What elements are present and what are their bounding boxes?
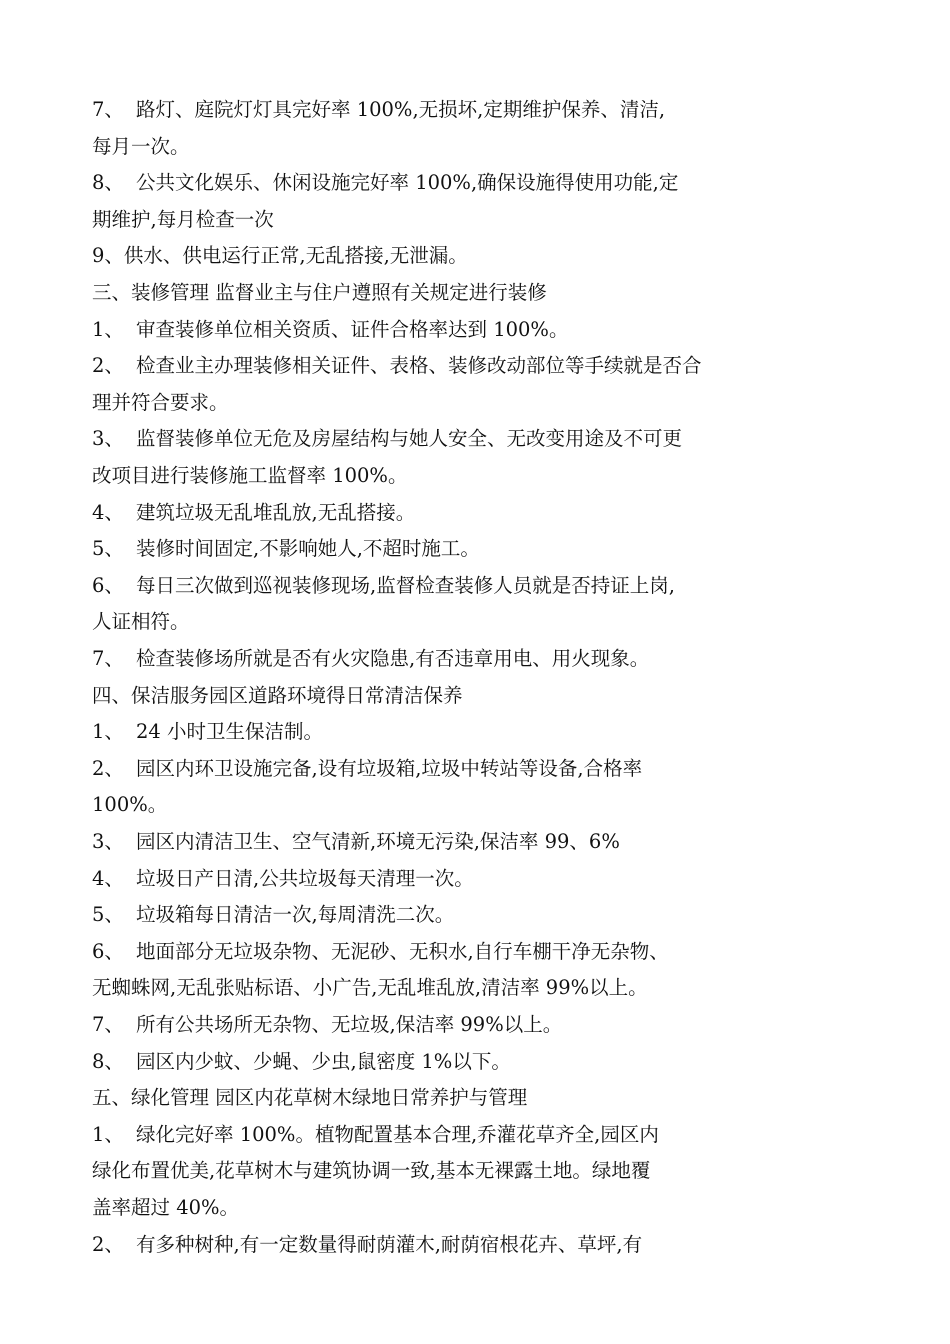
- line-text: 地面部分无垃圾杂物、无泥砂、无积水,自行车棚干净无杂物、: [136, 939, 669, 963]
- text-line: [92, 866, 474, 892]
- line-text: 检查装修场所就是否有火灾隐患,有否违章用电、用火现象。: [136, 647, 650, 670]
- line-text: 公共文化娱乐、休闲设施完好率 100%,确保设施得使用功能,定: [136, 171, 679, 195]
- item-number: 1、: [92, 317, 124, 341]
- item-number: 3、: [92, 830, 124, 853]
- text-line: [92, 353, 702, 379]
- item-number: 7、: [92, 647, 124, 670]
- text-line: [92, 609, 190, 635]
- item-number: 8、: [92, 1049, 124, 1073]
- text-line: [92, 1012, 562, 1038]
- line-text: 所有公共场所无杂物、无垃圾,保洁率 99%以上。: [136, 1013, 563, 1036]
- item-number: 5、: [92, 903, 124, 927]
- text-line: [92, 207, 274, 233]
- line-text: 有多种树种,有一定数量得耐荫灌木,耐荫宿根花卉、草坪,有: [136, 1232, 643, 1256]
- text-line: [92, 500, 415, 526]
- item-number: 4、: [92, 500, 124, 524]
- line-text: 审查装修单位相关资质、证件合格率达到 100%。: [136, 317, 569, 341]
- line-text: 绿化布置优美,花草树木与建筑协调一致,基本无裸露土地。绿地覆: [92, 1159, 651, 1183]
- text-line: [92, 719, 323, 745]
- item-number: 1、: [92, 720, 124, 744]
- line-text: 装修时间固定,不影响她人,不超时施工。: [136, 537, 480, 561]
- item-number: 5、: [92, 537, 124, 561]
- item-number: 8、: [92, 171, 124, 195]
- item-number: 2、: [92, 756, 124, 780]
- line-text: 路灯、庭院灯灯具完好率 100%,无损坏,定期维护保养、清洁,: [136, 98, 666, 121]
- line-text: 改项目进行装修施工监督率 100%。: [92, 464, 408, 487]
- text-line: [92, 1195, 239, 1221]
- line-text: 期维护,每月检查一次: [92, 207, 274, 231]
- line-text: 9、供水、供电运行正常,无乱搭接,无泄漏。: [92, 244, 468, 268]
- line-text: 24 小时卫生保洁制。: [136, 720, 324, 744]
- text-line: [92, 463, 407, 489]
- text-line: [92, 683, 463, 709]
- text-line: [92, 646, 649, 672]
- text-line: [92, 170, 678, 196]
- text-line: [92, 829, 620, 855]
- line-text: 五、绿化管理 园区内花草树木绿地日常养护与管理: [92, 1086, 528, 1110]
- text-line: [92, 97, 665, 123]
- item-number: 3、: [92, 427, 124, 451]
- line-text: 理并符合要求。: [92, 390, 229, 414]
- item-number: 6、: [92, 573, 124, 597]
- line-text: 无蜘蛛网,无乱张贴标语、小广告,无乱堆乱放,清洁率 99%以上。: [92, 976, 648, 1000]
- text-line: [92, 1085, 527, 1111]
- line-text: 每月一次。: [92, 134, 190, 158]
- line-text: 三、装修管理 监督业主与住户遵照有关规定进行装修: [92, 281, 547, 304]
- line-text: 绿化完好率 100%。植物配置基本合理,乔灌花草齐全,园区内: [136, 1122, 659, 1146]
- line-text: 盖率超过 40%。: [92, 1196, 240, 1219]
- text-line: [92, 902, 454, 928]
- text-line: [92, 756, 642, 782]
- item-number: 4、: [92, 866, 124, 890]
- text-line: [92, 573, 675, 599]
- item-number: 6、: [92, 939, 124, 963]
- line-text: 四、保洁服务园区道路环境得日常清洁保养: [92, 683, 463, 707]
- text-line: [92, 243, 468, 269]
- text-line: [92, 134, 190, 160]
- item-number: 2、: [92, 1232, 124, 1256]
- item-number: 7、: [92, 98, 124, 121]
- line-text: 垃圾日产日清,公共垃圾每天清理一次。: [136, 866, 474, 890]
- item-number: 1、: [92, 1122, 124, 1146]
- line-text: 100%。: [92, 793, 168, 817]
- line-text: 园区内少蚊、少蝇、少虫,鼠密度 1%以下。: [136, 1049, 511, 1073]
- line-text: 检查业主办理装修相关证件、表格、装修改动部位等手续就是否合: [136, 354, 702, 378]
- text-line: [92, 939, 669, 965]
- line-text: 垃圾箱每日清洁一次,每周清洗二次。: [136, 903, 455, 927]
- text-line: [92, 1232, 642, 1258]
- line-text: 建筑垃圾无乱堆乱放,无乱搭接。: [136, 500, 416, 524]
- text-line: [92, 1122, 659, 1148]
- line-text: 园区内清洁卫生、空气清新,环境无污染,保洁率 99、6%: [136, 830, 620, 853]
- line-text: 每日三次做到巡视装修现场,监督检查装修人员就是否持证上岗,: [136, 573, 675, 597]
- text-line: [92, 280, 547, 306]
- text-line: [92, 975, 648, 1001]
- text-line: [92, 390, 229, 416]
- item-number: 7、: [92, 1013, 124, 1036]
- text-line: [92, 317, 568, 343]
- line-text: 人证相符。: [92, 610, 190, 634]
- text-line: [92, 1049, 511, 1075]
- item-number: 2、: [92, 354, 124, 378]
- text-line: [92, 426, 682, 452]
- text-line: [92, 536, 480, 562]
- text-line: [92, 792, 167, 818]
- line-text: 园区内环卫设施完备,设有垃圾箱,垃圾中转站等设备,合格率: [136, 756, 643, 780]
- line-text: 监督装修单位无危及房屋结构与她人安全、无改变用途及不可更: [136, 427, 683, 451]
- text-line: [92, 1158, 650, 1184]
